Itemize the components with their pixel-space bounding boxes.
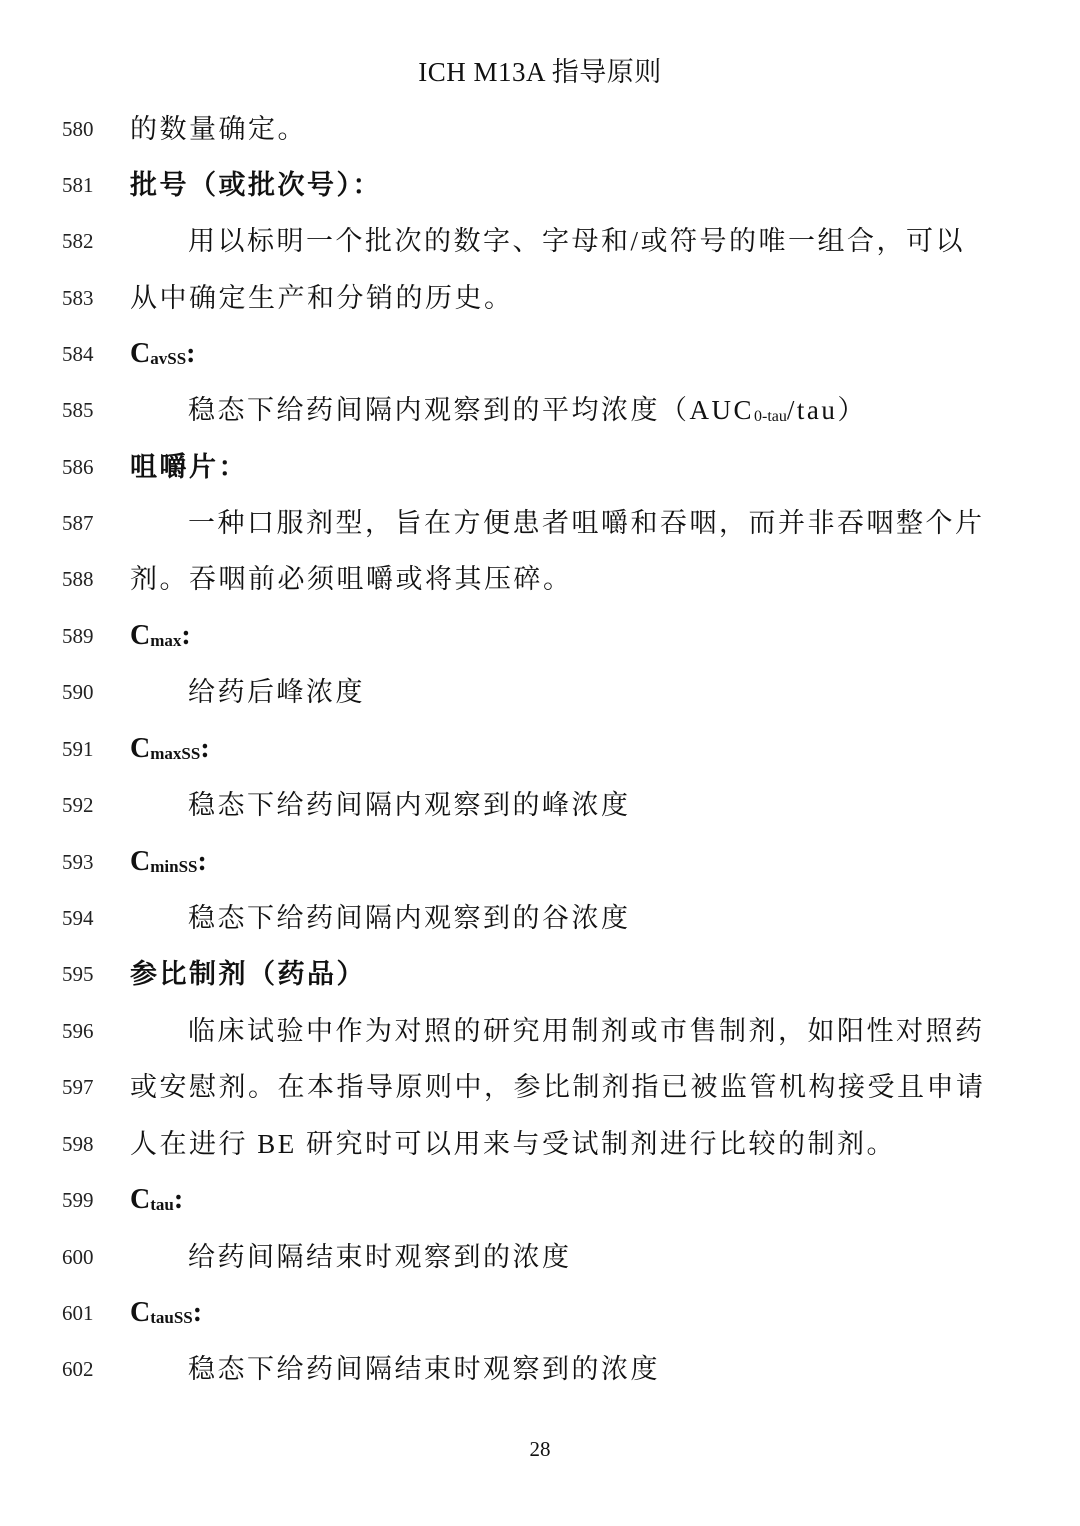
line-number: 602 <box>62 1357 94 1381</box>
term-symbol: $C_{minSS}$: <box>130 846 207 877</box>
line-583 <box>0 270 1080 326</box>
line-number: 585 <box>62 398 94 422</box>
term-heading: 咀嚼片： <box>130 452 248 482</box>
line-580 <box>0 101 1080 157</box>
line-text: 稳态下给药间隔内观察到的峰浓度 <box>188 790 631 820</box>
line-596 <box>0 1003 1080 1059</box>
line-text: 的数量确定。 <box>130 114 307 144</box>
line-number: 586 <box>62 455 94 479</box>
line-number: 581 <box>62 173 94 197</box>
line-582 <box>0 213 1080 269</box>
line-588 <box>0 551 1080 607</box>
line-text: 稳态下给药间隔结束时观察到的浓度 <box>188 1354 660 1384</box>
term-symbol: $C_{tauSS}$: <box>130 1297 203 1328</box>
line-number: 593 <box>62 850 94 874</box>
line-text: 用以标明一个批次的数字、字母和/或符号的唯一组合，可以 <box>188 226 966 256</box>
line-number: 589 <box>62 624 94 648</box>
page-header-title: ICH M13A 指导原则 <box>418 57 662 87</box>
line-599 <box>0 1172 1080 1228</box>
line-602 <box>0 1341 1080 1397</box>
line-number: 595 <box>62 962 94 986</box>
line-591 <box>0 721 1080 777</box>
line-number: 583 <box>62 286 94 310</box>
line-589 <box>0 608 1080 664</box>
line-number: 588 <box>62 567 94 591</box>
line-number: 601 <box>62 1301 94 1325</box>
line-598 <box>0 1116 1080 1172</box>
line-581 <box>0 157 1080 213</box>
line-590 <box>0 664 1080 720</box>
line-585 <box>0 382 1080 438</box>
line-number: 590 <box>62 680 94 704</box>
line-number: 582 <box>62 229 94 253</box>
line-number: 598 <box>62 1132 94 1156</box>
line-text: 给药后峰浓度 <box>188 677 365 707</box>
line-text: 或安慰剂。在本指导原则中，参比制剂指已被监管机构接受且申请 <box>130 1072 986 1102</box>
term-symbol: $C_{tau}$: <box>130 1184 184 1215</box>
line-600 <box>0 1229 1080 1285</box>
line-text: 剂。吞咽前必须咀嚼或将其压碎。 <box>130 564 573 594</box>
term-heading: 批号（或批次号）： <box>130 170 382 200</box>
line-number: 599 <box>62 1188 94 1212</box>
line-text: 人在进行 BE 研究时可以用来与受试制剂进行比较的制剂。 <box>130 1129 897 1159</box>
line-number: 580 <box>62 117 94 141</box>
term-symbol: $C_{avSS}$: <box>130 338 196 369</box>
term-heading: 参比制剂（药品） <box>130 959 366 989</box>
line-586 <box>0 439 1080 495</box>
line-number: 600 <box>62 1245 94 1269</box>
line-number: 584 <box>62 342 94 366</box>
term-symbol: $C_{max}$: <box>130 620 191 651</box>
line-597 <box>0 1059 1080 1115</box>
line-number: 597 <box>62 1075 94 1099</box>
line-584 <box>0 326 1080 382</box>
line-592 <box>0 777 1080 833</box>
line-text: 一种口服剂型，旨在方便患者咀嚼和吞咽，而并非吞咽整个片 <box>188 508 985 538</box>
page-number: 28 <box>529 1437 551 1461</box>
line-593 <box>0 834 1080 890</box>
line-number: 591 <box>62 737 94 761</box>
line-number: 594 <box>62 906 94 930</box>
line-number: 596 <box>62 1019 94 1043</box>
line-595 <box>0 946 1080 1002</box>
line-text: 稳态下给药间隔内观察到的谷浓度 <box>188 903 631 933</box>
term-symbol: $C_{maxSS}$: <box>130 733 210 764</box>
line-text: 给药间隔结束时观察到的浓度 <box>188 1242 572 1272</box>
line-number: 587 <box>62 511 94 535</box>
line-text: 从中确定生产和分销的历史。 <box>130 283 514 313</box>
line-number: 592 <box>62 793 94 817</box>
line-text: 临床试验中作为对照的研究用制剂或市售制剂，如阳性对照药 <box>188 1016 985 1046</box>
line-587 <box>0 495 1080 551</box>
line-text: 稳态下给药间隔内观察到的平均浓度（AUC0-tau/tau） <box>188 395 867 425</box>
line-601 <box>0 1285 1080 1341</box>
line-594 <box>0 890 1080 946</box>
